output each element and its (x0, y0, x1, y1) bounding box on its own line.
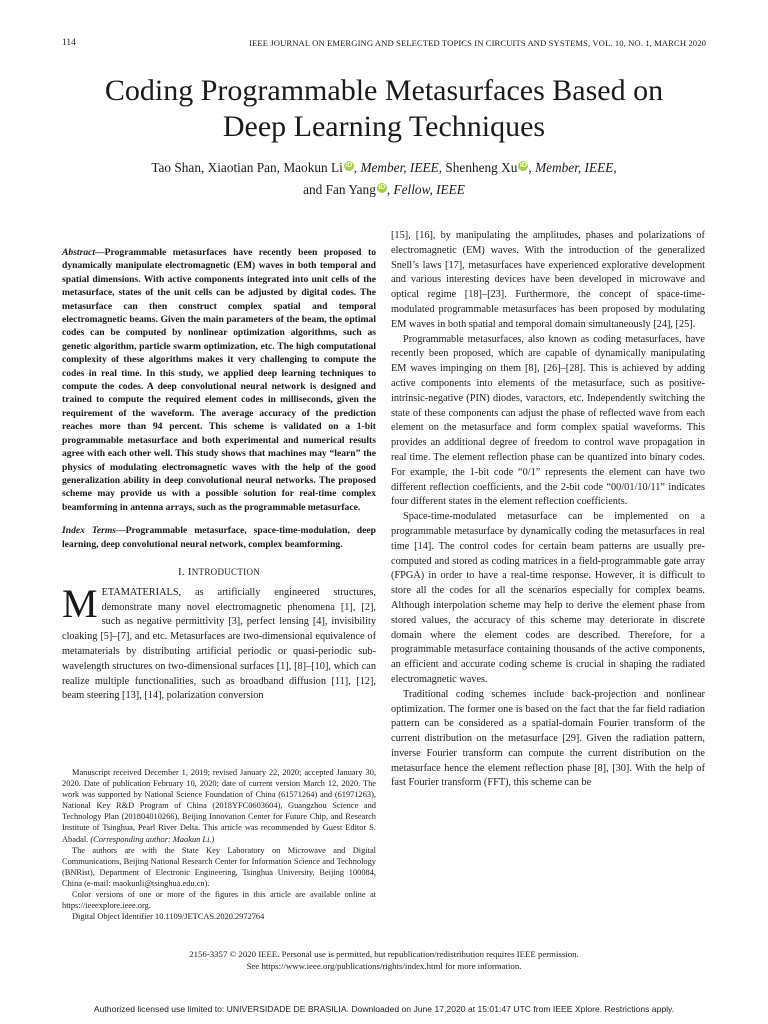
left-column (62, 246, 376, 704)
orcid-icon[interactable]: iD (345, 161, 353, 169)
intro-paragraph (62, 580, 376, 704)
copyright-notice (40, 948, 728, 972)
body-paragraph: Programmable metasurfaces, also known as coding metasurfaces, have recently been proposed, which are capable of dynamically manipulating EM waves impinging on them [8], [26]–[28]. This is achieved by adding active components into elements of the metasurface, such as positive-intrinsic-negative (PIN) diodes, varactors, etc. Independently switching the state of these components can adjust the phase of reflected wave from each element on the metasurface and form complex spatial waveforms. This provides an additional degree of freedom to control wave propagation in real time. The element reflection phase can be quantized into binary codes. For example, the 1-bit code “0/1” represents the element can have two different reflection coefficients, and the 2-bit code “00/01/10/11” indicates four different states in the element reflection coefficients. (391, 333, 705, 508)
title-line-2: Deep Learning Techniques (222, 110, 546, 143)
intro-text: ETAMATERIALS, as artificially engineered structures, demonstrate many novel electromagnetic phenomena [1], [2], such as negative permittivity [3], perfect lensing [4], invisibility cloaking [5]–[7], and etc. Metasurfaces are two-dimensional equivalence of metamaterials by distributing artificial periodic or quasi-periodic sub-wavelength structures on two-dimensional surfaces [1], [8]–[10], which can realize multiple functionalities, such as broadband diffusion [11], [12], beam steering [13], [14], polarization conversion (62, 586, 376, 702)
copyright-line-1: 2156-3357 © 2020 IEEE. Personal use is permitted, but republication/redistribution requires IEEE permission. (189, 949, 579, 959)
section-numeral: I. (177, 565, 185, 578)
body-paragraph: [15], [16], by manipulating the amplitudes, phases and polarizations of electromagnetic (EM) waves. With the introduction of the generalized Snell’s laws [17], metasurfaces have experienced explorative development and various interesting devices have been developed in microwave and optical regime [18]–[23]. Furthermore, the concept of space-time-modulated programmable metasurfaces has been proposed by modulating EM waves in both spatial and temporal domain simultaneously [24], [25]. (391, 230, 705, 330)
footnote (62, 767, 376, 922)
right-column (391, 229, 705, 791)
body-paragraph: Traditional coding schemes include back-projection and nonlinear optimization. The former one is based on the fact that the far field radiation pattern can be considered as a spatial-domain Fourier transform of the current distribution on the metasurface [29]. Given the radiation pattern, inverse Fourier transform can compute the current distribution on the metasurface hence the element reflection phase [8], [30]. With the help of fast Fourier transform (FFT), this scheme can be (391, 688, 705, 789)
footnote-doi: Digital Object Identifier 10.1109/JETCAS.2020.2972764 (72, 912, 265, 922)
authors-part-1: Tao Shan, Xiaotian Pan, Maokun Li (151, 160, 343, 175)
paper-title (40, 73, 728, 145)
drop-cap: M (62, 580, 98, 626)
section-heading (62, 565, 376, 580)
abstract-text: Programmable metasurfaces have recently been proposed to dynamically manipulate electromagnetic (EM) waves in both temporal and spatial dimensions. With active components integrated into unit cells of the metasurface, states of the unit cells can be adjusted by digital codes. The metasurface can then construct complex spatial and temporal electromagnetic beams. Given the main parameters of the beam, the optimal codes can be computed by nonlinear optimization algorithms, such as genetic algorithm, particle swarm optimization, etc. The high computational complexity of these algorithms makes it very challenging to compute the codes in real time. In this study, we applied deep learning techniques to compute the codes. A deep convolutional neural network is designed and trained to compute the required element codes in milliseconds, given the requirement of the waveform. The average accuracy of the prediction reaches more than 94 percent. This scheme is validated on a 1-bit programmable metasurface and both experimental and numerical results agree with each other well. This study shows that machines may “learn” the physics of modulating electromagnetic waves with the help of the good generalization ability in deep convolutional neural networks. The proposed scheme may provide us with a possible solution for real-time complex beamforming in antenna arrays, such as the programmable metasurface. (62, 247, 376, 513)
author-line-2: and Fan Yang iD , Fellow, IEEE (303, 182, 465, 197)
index-terms: Index Terms—Programmable metasurface, space-time-modulation, deep learning, deep convolutional neural network, complex beamforming. (62, 525, 376, 550)
index-terms-text: Programmable metasurface, space-time-modulation, deep learning, deep convolutional neural network, complex beamforming. (62, 525, 376, 550)
abstract-label: Abstract (62, 247, 96, 258)
title-line-1: Coding Programmable Metasurfaces Based on (104, 74, 664, 107)
footnote-color: Color versions of one or more of the figures in this article are available online at https://ieeexplore.ieee.org. (62, 890, 376, 911)
footnote-manuscript (62, 767, 376, 845)
body-paragraph: Space-time-modulated metasurface can be implemented on a programmable metasurface by dynamically coding the metasurfaces in real time [14]. The control codes for certain beam patterns are usually pre-computed and stored as coding matrices in a field-programmable gate array (FPGA) in order to have a real-time response. However, it is difficult to store all the codes for all the scenarios especially for complex beams. Although interpolation scheme may help to derive the element phase from stored values, the accuracy of this scheme may deteriorate in discrete domain where the element codes are described. Therefore, for a programmable metasurface containing thousands of the active components, an efficient and accurate coding scheme is crucial in shaping the radiated electromagnetic waves. (391, 511, 705, 685)
index-terms-label: Index Terms (62, 525, 117, 537)
copyright-line-2: See https://www.ieee.org/publications/rights/index.html for more information. (246, 961, 522, 971)
author-line-1: Tao Shan, Xiaotian Pan, Maokun Li iD , Member, IEEE, Shenheng Xu iD , Member, IEEE, (151, 160, 617, 175)
section-heading-first: I (187, 565, 192, 578)
running-header: IEEE JOURNAL ON EMERGING AND SELECTED TOPICS IN CIRCUITS AND SYSTEMS, VOL. 10, NO. 1, MARCH 2020 (249, 38, 706, 48)
author-role-2: Member, IEEE (535, 160, 614, 175)
orcid-icon[interactable]: iD (519, 161, 527, 169)
section-heading-rest: NTRODUCTION (191, 566, 261, 577)
page-number: 114 (62, 38, 76, 48)
abstract: Abstract—Programmable metasurfaces have recently been proposed to dynamically manipulate electromagnetic (EM) waves in both temporal and spatial dimensions. With active components integrated into unit cells of the metasurface, states of the unit cells can be adjusted by digital codes. The metasurface can then construct complex spatial and temporal electromagnetic beams. Given the main parameters of the beam, the optimal codes can be computed by nonlinear optimization algorithms, such as genetic algorithm, particle swarm optimization, etc. The high computational complexity of these algorithms makes it very challenging to compute the codes in real time. In this study, we applied deep learning techniques to compute the codes. A deep convolutional neural network is designed and trained to compute the required element codes in milliseconds, given the requirement of the waveform. The average accuracy of the prediction reaches more than 94 percent. This scheme is validated on a 1-bit programmable metasurface and both experimental and numerical results agree with each other well. This study shows that machines may “learn” the physics of modulating electromagnetic waves with the help of the good generalization ability in deep convolutional neural networks. The proposed scheme may provide us with a possible solution for real-time complex beamforming in antenna arrays, such as the programmable metasurface. (62, 247, 376, 513)
footnote-affiliation: The authors are with the State Key Laboratory on Microwave and Digital Communications, Beijing National Research Center for Information Science and Technology (BNRist), Department of Electronic Engineering, Tsinghua University, Beijing 100084, China (e-mail: maokunli@tsinghua.edu.cn). (62, 845, 376, 888)
author-role-3: Fellow, IEEE (393, 182, 465, 197)
authors-part-3: and Fan Yang (303, 182, 376, 197)
footnote-corresponding: (Corresponding author: Maokun Li.) (90, 834, 215, 844)
license-notice: Authorized licensed use limited to: UNIVERSIDADE DE BRASILIA. Downloaded on June 17,2020 at 15:01:47 UTC from IEEE Xplore. Restrictions apply. (93, 1004, 675, 1014)
author-role-1: Member, IEEE (360, 160, 439, 175)
footnote-manuscript-text: Manuscript received December 1, 2019; revised January 22, 2020; accepted January 30, 2020. Date of publication February 10, 2020; date of current version March 12, 2020. The work was supported by National Science Foundation of China (61571264) and (61971263), National Key R&D Program of China (2018YFC0603604), Guangzhou Science and Technology Plan (201804010266), Beijing Innovation Center for Future Chip, and Research Institute of Tsinghua, Pearl River Delta. This article was recommended by Guest Editor S. Abadal. (62, 768, 376, 844)
orcid-icon[interactable]: iD (378, 183, 386, 191)
authors-part-2: Shenheng Xu (445, 160, 518, 175)
author-list (40, 157, 728, 201)
